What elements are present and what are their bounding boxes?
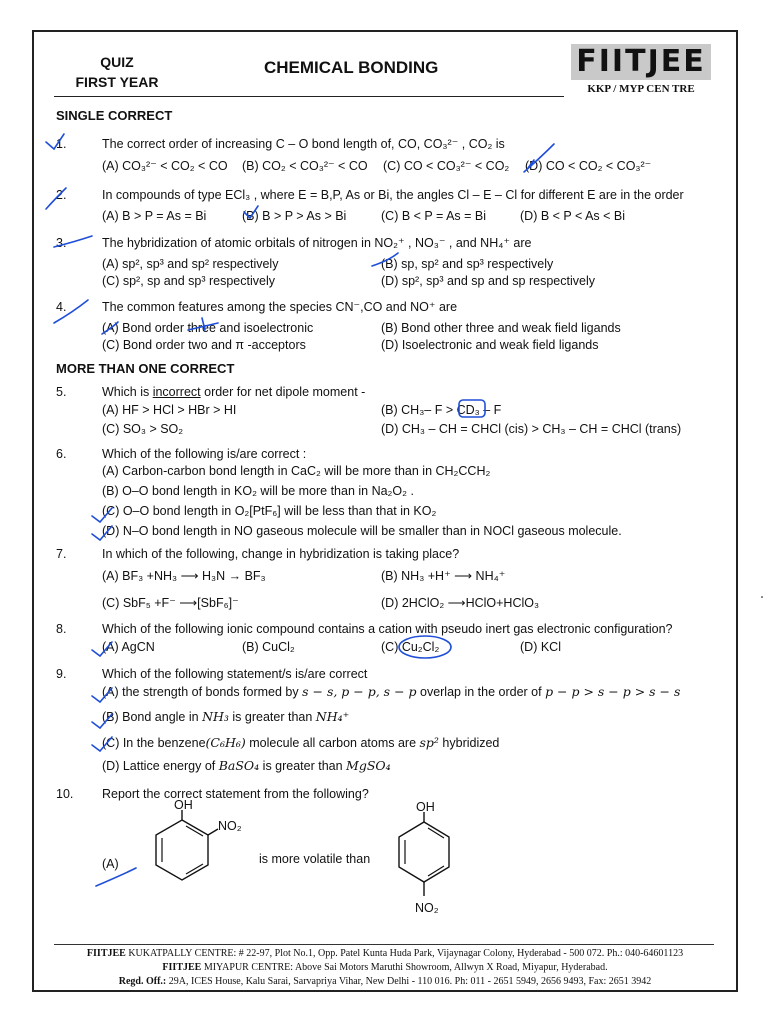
footer-brand-2: FIITJEE [162,962,202,973]
q9-a-m2: p − p > s − p > s − s [545,684,681,699]
q1-number: 1. [56,137,67,151]
q7-option-c: (C) SbF₅ +F⁻ ⟶[SbF₆]⁻ [102,596,239,610]
footer-brand-1: FIITJEE [86,948,126,959]
q6-text: Which of the following is/are correct : [102,447,307,461]
q3-text: The hybridization of atomic orbitals of nitrogen in NO₂⁺ , NO₃⁻ , and NH₄⁺ are [102,236,532,250]
quiz-label [72,52,162,92]
q9-option-a [102,684,680,700]
q9-text: Which of the following statement/s is/are correct [102,667,368,681]
q1-option-d: (D) CO < CO₂ < CO₃²⁻ [525,159,652,173]
q4-option-c: (C) Bond order two and π -acceptors [102,338,306,352]
q1-option-a: (A) CO₃²⁻ < CO₂ < CO [102,159,228,173]
logo-text: FIITJEE [576,44,706,79]
header-rule [54,96,564,97]
q9-d-m1: BaSO₄ [218,758,260,773]
no2-label: NO₂ [415,901,439,915]
q10-option-a-label: (A) [102,857,119,871]
no2-label: NO₂ [218,819,242,833]
q2-text: In compounds of type ECl₃ , where E = B,P, As or Bi, the angles Cl – E – Cl for different E are in the order [102,188,684,202]
footer-regd-office [40,976,730,987]
q9-b-1: (B) Bond angle in [102,710,203,724]
footer-miyapur-address: MIYAPUR CENTRE: Above Sai Motors Maruthi Showroom, Allwyn X Road, Miyapur, Hyderabad. [201,962,608,973]
first-year: FIRST YEAR [75,74,159,90]
q8-option-d: (D) KCl [520,640,561,654]
q10-comparison-text: is more volatile than [259,852,371,866]
q8-option-b: (B) CuCl₂ [242,640,295,654]
q9-c-1: (C) In the benzene [102,736,206,750]
q5-option-b: (B) CH₃– F > CD₃ – F [381,403,502,417]
q9-option-c [102,735,499,751]
q6-option-a: (A) Carbon-carbon bond length in CaC₂ will be more than in CH₂CCH₂ [102,464,491,478]
q7-option-d: (D) 2HClO₂ ⟶HClO+HClO₃ [381,596,540,610]
q7-option-b: (B) NH₃ +H⁺ ⟶ NH₄⁺ [381,569,506,583]
q2-option-b: (B) B > P > As > Bi [242,209,347,223]
q9-a-1: (A) the strength of bonds formed by [102,685,303,699]
q1-text: The correct order of increasing C – O bond length of, CO, CO₃²⁻ , CO₂ is [102,137,505,151]
q3-number: 3. [56,236,67,250]
q5-text [102,384,365,400]
q8-number: 8. [56,622,67,636]
q8-option-c: (C) Cu₂Cl₂ [381,640,440,654]
q4-option-b: (B) Bond other three and weak field ligands [381,321,621,335]
q4-text: The common features among the species CN⁻,CO and NO⁺ are [102,300,458,314]
q5-text-b: order for net dipole moment - [200,385,366,399]
q3-option-b: (B) sp, sp² and sp³ respectively [381,257,554,271]
q9-c-m1: (C₆H₆) [205,735,246,750]
q9-b-m2: NH₄⁺ [315,709,350,724]
q9-b-2: is greater than [228,710,316,724]
q9-c-2: molecule all carbon atoms are [245,736,420,750]
footer-miyapur [40,962,730,973]
q9-a-m1: s − s, p − p, s − p [302,684,417,699]
q5-option-d: (D) CH₃ – CH = CHCl (cis) > CH₃ – CH = CHCl (trans) [381,422,682,436]
q5-number: 5. [56,385,67,399]
q9-a-2: overlap in the order of [416,685,546,699]
q6-option-d: (D) N–O bond length in NO gaseous molecule will be smaller than in NOCl gaseous molecule. [102,524,622,538]
q3-option-d: (D) sp², sp³ and sp and sp respectively [381,274,595,288]
q4-option-d: (D) Isoelectronic and weak field ligands [381,338,599,352]
section-single-correct: SINGLE CORRECT [56,108,173,123]
q9-c-m2: sp² [419,735,439,750]
o-nitrophenol-structure [140,798,250,898]
q4-option-a: (A) Bond order three and isoelectronic [102,321,314,335]
oh-label: OH [174,798,193,812]
q1-option-b: (B) CO₂ < CO₃²⁻ < CO [242,159,368,173]
q9-d-m2: MgSO₄ [346,758,391,773]
q3-option-a: (A) sp², sp³ and sp² respectively [102,257,279,271]
footer-rule [54,944,714,945]
section-more-than-one: MORE THAN ONE CORRECT [56,361,235,376]
q7-option-a: (A) BF₃ +NH₃ ⟶ H₃N → BF₃ [102,569,266,583]
q9-d-2: is greater than [259,759,347,773]
q9-c-3: hybridized [438,736,500,750]
q1-option-c: (C) CO < CO₃²⁻ < CO₂ [383,159,510,173]
q9-d-1: (D) Lattice energy of [102,759,219,773]
q5-text-underlined: incorrect [152,385,201,399]
q4-number: 4. [56,300,67,314]
q2-option-d: (D) B < P < As < Bi [520,209,626,223]
footer-regd-label: Regd. Off.: [118,976,167,987]
oh-label: OH [416,800,435,814]
centre-label: KKP / MYP CEN TRE [587,83,695,95]
q5-option-c: (C) SO₃ > SO₂ [102,422,184,436]
footer-kukatpally [40,948,730,959]
q2-option-c: (C) B < P = As = Bi [381,209,487,223]
q10-number: 10. [56,787,74,801]
no2-bond [208,829,218,835]
speck [761,596,763,598]
q5-option-a: (A) HF > HCl > HBr > HI [102,403,237,417]
benzene-ring [156,820,208,880]
benzene-ring [399,822,449,882]
q6-number: 6. [56,447,67,461]
p-nitrophenol-structure [390,800,460,920]
q2-option-a: (A) B > P = As = Bi [102,209,207,223]
q9-option-b [102,709,349,725]
quiz-word: QUIZ [100,54,134,70]
q2-number: 2. [56,188,67,202]
page-title: CHEMICAL BONDING [264,58,439,77]
q6-option-b: (B) O–O bond length in KO₂ will be more than in Na₂O₂ . [102,484,414,498]
q9-number: 9. [56,667,67,681]
q8-text: Which of the following ionic compound contains a cation with pseudo inert gas electronic configuration? [102,622,673,636]
q10-text: Report the correct statement from the following? [102,787,369,801]
q9-option-d [102,758,391,774]
q3-option-c: (C) sp², sp and sp³ respectively [102,274,275,288]
fiitjee-logo [571,44,711,80]
q8-option-a: (A) AgCN [102,640,155,654]
q6-option-c: (C) O–O bond length in O₂[PtF₆] will be less than that in KO₂ [102,504,437,518]
q9-b-m1: NH₃ [202,709,229,724]
footer-regd-address: 29A, ICES House, Kalu Sarai, Sarvapriya Vihar, New Delhi - 110 016. Ph: 011 - 2651 5949, 2656 9493, Fax: 2651 3942 [166,976,652,987]
q7-number: 7. [56,547,67,561]
q5-text-a: Which is [102,385,153,399]
footer-kukatpally-address: KUKATPALLY CENTRE: # 22-97, Plot No.1, Opp. Patel Kunta Huda Park, Vijaynagar Colony, Hyderabad - 500 072. Ph.: 040-64601123 [125,948,684,959]
q7-text: In which of the following, change in hybridization is taking place? [102,547,460,561]
